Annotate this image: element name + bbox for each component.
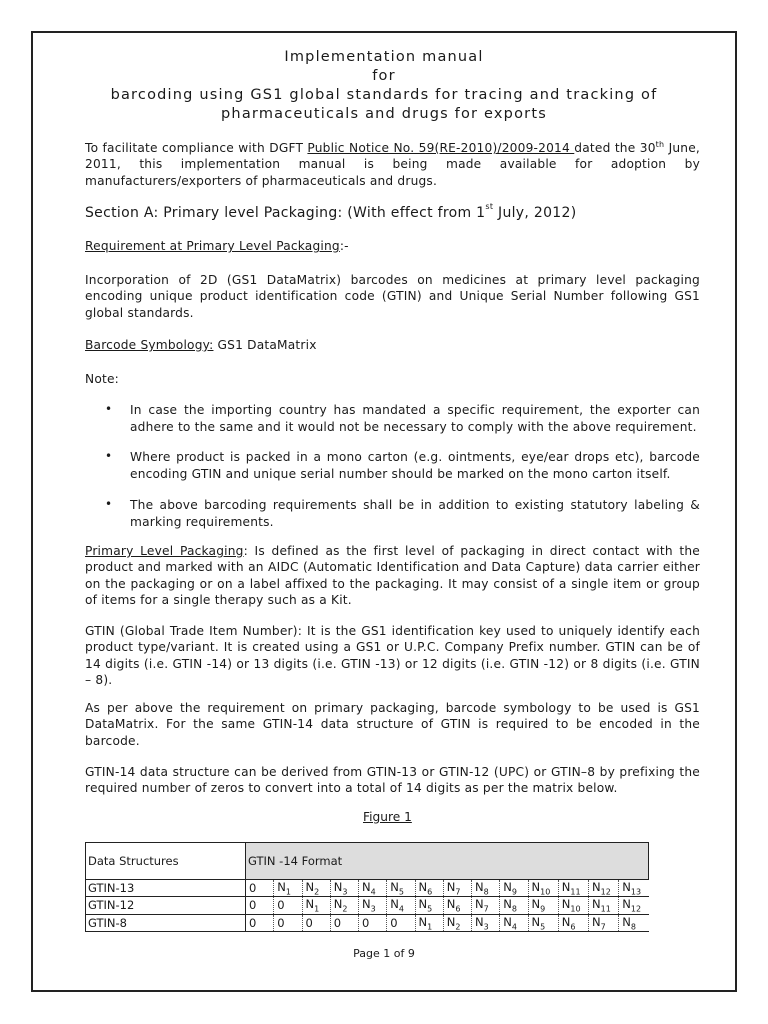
- table-cell: $N_1$: [302, 897, 330, 914]
- as-per-paragraph: As per above the requirement on primary packaging, barcode symbology to be used is GS1 DataMatrix. For the same GTIN-14 data structure of GTIN is required to be encoded in the barcode.: [85, 701, 700, 748]
- table-cell: $N_2$: [330, 897, 358, 914]
- table-cell: $N_3$: [330, 880, 358, 897]
- table-cell: $N_6$: [415, 880, 443, 897]
- note-label: Note:: [85, 372, 119, 386]
- table-cell: $N_1$: [274, 880, 302, 897]
- title-line-3: barcoding using GS1 global standards for tracing and tracking of: [110, 87, 658, 103]
- table-row: [86, 880, 649, 897]
- bullet-3-marker: •: [105, 497, 113, 511]
- table-cell: $N_9$: [528, 897, 558, 914]
- title-line-2: for: [372, 68, 396, 84]
- table-cell: $N_8$: [472, 880, 500, 897]
- table-cell: 0: [246, 897, 274, 914]
- table-cell: 0: [274, 897, 302, 914]
- table-cell: $N_9$: [500, 880, 528, 897]
- table-row: [86, 914, 649, 931]
- table-cell: $N_5$: [415, 897, 443, 914]
- intro-paragraph: To facilitate compliance with DGFT Public Notice No. 59(RE-2010)/2009-2014 dated the 30th June, 2011, this implementation manual is being made available for adoption by manufacturers/exporters of pharmaceuticals and drugs.: [85, 140, 700, 188]
- row-label: GTIN-13: [86, 880, 246, 897]
- table-cell: $N_{10}$: [528, 880, 558, 897]
- table-cell: 0: [274, 914, 302, 931]
- table-cell: $N_{10}$: [558, 897, 588, 914]
- table-cell: $N_4$: [359, 880, 387, 897]
- table-cell: $N_1$: [415, 914, 443, 931]
- table-cell: $N_4$: [500, 914, 528, 931]
- table-cell: $N_{12}$: [589, 880, 619, 897]
- table-row: [86, 897, 649, 914]
- table-cell: $N_6$: [443, 897, 471, 914]
- figure-caption: Figure 1: [363, 810, 412, 824]
- table-cell: $N_7$: [589, 914, 619, 931]
- table-cell: $N_5$: [387, 880, 415, 897]
- table-cell: $N_2$: [443, 914, 471, 931]
- public-notice-link[interactable]: Public Notice No. 59(RE-2010)/2009-2014: [307, 141, 575, 155]
- table-cell: 0: [387, 914, 415, 931]
- row-label: GTIN-8: [86, 914, 246, 931]
- title-line-1: Implementation manual: [284, 49, 484, 65]
- title-line-4: pharmaceuticals and drugs for exports: [221, 106, 547, 122]
- table-cell: 0: [246, 880, 274, 897]
- table-cell: 0: [359, 914, 387, 931]
- table-cell: $N_7$: [443, 880, 471, 897]
- bullet-2-text: Where product is packed in a mono carton (e.g. ointments, eye/ear drops etc), barcode encoding GTIN and unique serial number should be marked on the mono carton itself.: [130, 450, 700, 481]
- bullet-2-marker: •: [105, 449, 113, 463]
- incorporation-paragraph: Incorporation of 2D (GS1 DataMatrix) barcodes on medicines at primary level packaging encoding unique product identification code (GTIN) and Unique Serial Number following GS1 global standards.: [85, 273, 700, 320]
- table-cell: $N_8$: [619, 914, 649, 931]
- table-cell: $N_2$: [302, 880, 330, 897]
- table-cell: 0: [246, 914, 274, 931]
- row-label: GTIN-12: [86, 897, 246, 914]
- gtin14-paragraph: GTIN-14 data structure can be derived from GTIN-13 or GTIN-12 (UPC) or GTIN–8 by prefixing the required number of zeros to convert into a total of 14 digits as per the matrix below.: [85, 765, 700, 796]
- table-cell: $N_5$: [528, 914, 558, 931]
- primary-packaging-paragraph: Primary Level Packaging: Is defined as the first level of packaging in direct contact with the product and marked with an AIDC (Automatic Identification and Data Capture) data carrier either on the packaging or on a label affixed to the packaging. It may consist of a single item or group of items for a single therapy such as a Kit.: [85, 544, 700, 607]
- page-number: Page 1 of 9: [353, 947, 415, 960]
- bullet-1-text: In case the importing country has mandated a specific requirement, the exporter can adhere to the same and it would not be necessary to comply with the above requirement.: [130, 403, 700, 434]
- header-gtin14-format: GTIN -14 Format: [246, 843, 649, 880]
- table-cell: $N_7$: [472, 897, 500, 914]
- table-cell: $N_{11}$: [558, 880, 588, 897]
- requirement-heading: Requirement at Primary Level Packaging:-: [85, 239, 349, 253]
- table-cell: $N_{11}$: [589, 897, 619, 914]
- bullet-3-text: The above barcoding requirements shall be in addition to existing statutory labeling & marking requirements.: [130, 498, 700, 529]
- table-cell: $N_8$: [500, 897, 528, 914]
- barcode-symbology: Barcode Symbology: GS1 DataMatrix: [85, 338, 317, 352]
- header-data-structures: Data Structures: [86, 843, 246, 880]
- table-cell: $N_6$: [558, 914, 588, 931]
- table-cell: $N_3$: [472, 914, 500, 931]
- table-cell: $N_3$: [359, 897, 387, 914]
- bullet-1-marker: •: [105, 402, 113, 416]
- table-cell: $N_{13}$: [619, 880, 649, 897]
- table-cell: 0: [330, 914, 358, 931]
- gtin-definition-paragraph: GTIN (Global Trade Item Number): It is the GS1 identification key used to uniquely identify each product type/variant. It is created using a GS1 or U.P.C. Company Prefix number. GTIN can be of 14 digits (i.e. GTIN -14) or 13 digits (i.e. GTIN -13) or 12 digits (i.e. GTIN -12) or 8 digits (i.e. GTIN – 8).: [85, 624, 700, 687]
- gtin-format-table: [85, 842, 649, 932]
- table-cell: $N_{12}$: [619, 897, 649, 914]
- section-a-heading: Section A: Primary level Packaging: (With effect from 1st July, 2012): [85, 202, 577, 221]
- table-cell: $N_4$: [387, 897, 415, 914]
- table-cell: 0: [302, 914, 330, 931]
